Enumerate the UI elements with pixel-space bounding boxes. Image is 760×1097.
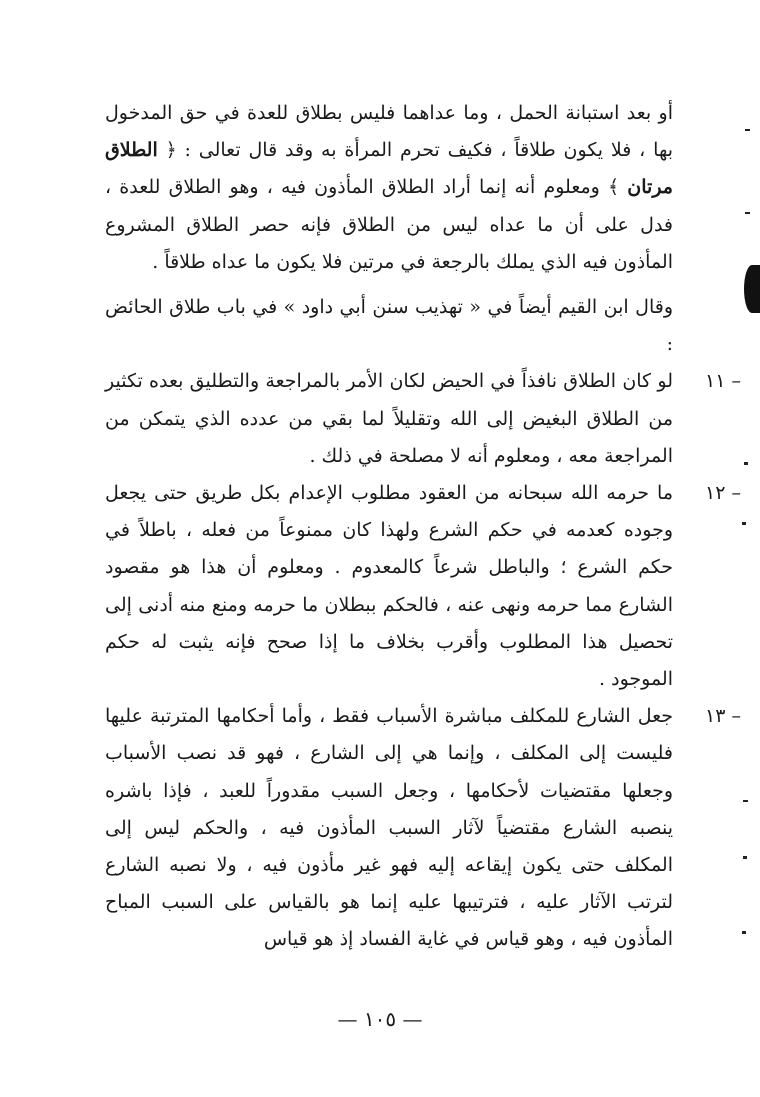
scan-mark <box>743 856 747 859</box>
quote-intro: وقال ابن القيم أيضاً في « تهذيب سنن أبي داود » في باب طلاق الحائض : <box>105 296 673 356</box>
intro-line-2: المدخول بها ، فلا يكون طلاقاً ، فكيف تحرم المرأة به وقد قال <box>105 102 673 162</box>
item-number: ١٣ – <box>705 705 741 728</box>
intro-line-4: وهو الطلاق للعدة ، فدل على أن ما عداه ليس من الطلاق فإنه حصر <box>105 176 674 236</box>
list-item <box>105 475 741 698</box>
scan-mark <box>744 462 748 465</box>
scan-blot <box>744 265 760 313</box>
item-number: ١٢ – <box>705 482 741 505</box>
page-number: — ١٠٥ — <box>337 1007 423 1031</box>
intro-line-3-pre: تعالى : ﴿ <box>157 139 241 162</box>
list-item <box>105 363 741 475</box>
intro-line-1: أو بعد استبانة الحمل ، وما عداهما فليس بطلاق للعدة في حق <box>179 102 673 124</box>
intro-paragraph <box>105 95 673 281</box>
scan-mark <box>745 129 750 131</box>
intro-line-6: ما عداه طلاقاً . <box>152 250 271 273</box>
list-item <box>105 698 741 958</box>
scan-mark <box>742 931 746 934</box>
item-text: ما حرمه الله سبحانه من العقود مطلوب الإعدام بكل طريق حتى يجعل وجوده كعدمه في حكم الشرع ولهذا كان ممنوعاً من فعله ، باطلاً في حكم الشرع ؛ والباطل شرعاً كالمعدوم . ومعلوم أن هذا هو مقصود الشارع مما حرمه ونهى عنه ، فالحكم ببطلان ما حرمه ومنع منه أدنى إلى تحصيل هذا المطلوب وأقرب بخلاف ما إذا صحح فإنه يثبت له حكم الموجود . <box>105 482 673 691</box>
item-text: جعل الشارع للمكلف مباشرة الأسباب فقط ، وأما أحكامها المترتبة عليها فليست إلى المكلف ، وإنما هي إلى الشارع ، فهو قد نصب الأسباب وجعلها مقتضيات لأحكامها ، وجعل السبب مقدوراً للعبد ، فإذا باشره ينصبه الشارع مقتضياً لآثار السبب المأذون فيه ، والحكم ليس إلى المكلف حتى يكون إيقاعه إليه فهو غير مأذون فيه ، ولا نصبه الشارع لترتب الآثار عليه ، فترتيبها عليه إنما هو بالقياس على السبب المباح المأذون فيه ، وهو قياس في غاية الفساد إذ هو قياس <box>105 705 673 951</box>
scan-mark <box>745 212 750 214</box>
scan-mark <box>742 522 746 525</box>
page-body <box>105 95 741 959</box>
item-text: لو كان الطلاق نافذاً في الحيض لكان الأمر بالمراجعة والتطليق بعده تكثير من الطلاق البغيض إلى الله وتقليلاً لما بقي من عدده الذي يتمكن من المراجعة معه ، ومعلوم أنه لا مصلحة في ذلك . <box>105 370 673 467</box>
intro-line-3-post: ﴾ ومعلوم أنه إنما أراد الطلاق المأذون فيه ، <box>266 176 628 199</box>
intro-line-5: الطلاق المشروع المأذون فيه الذي يملك بالرجعة في مرتين فلا يكون <box>105 213 673 273</box>
scan-mark <box>743 800 748 802</box>
item-number: ١١ – <box>705 370 741 393</box>
quran-quote: الطلاق مرتان <box>105 139 673 199</box>
